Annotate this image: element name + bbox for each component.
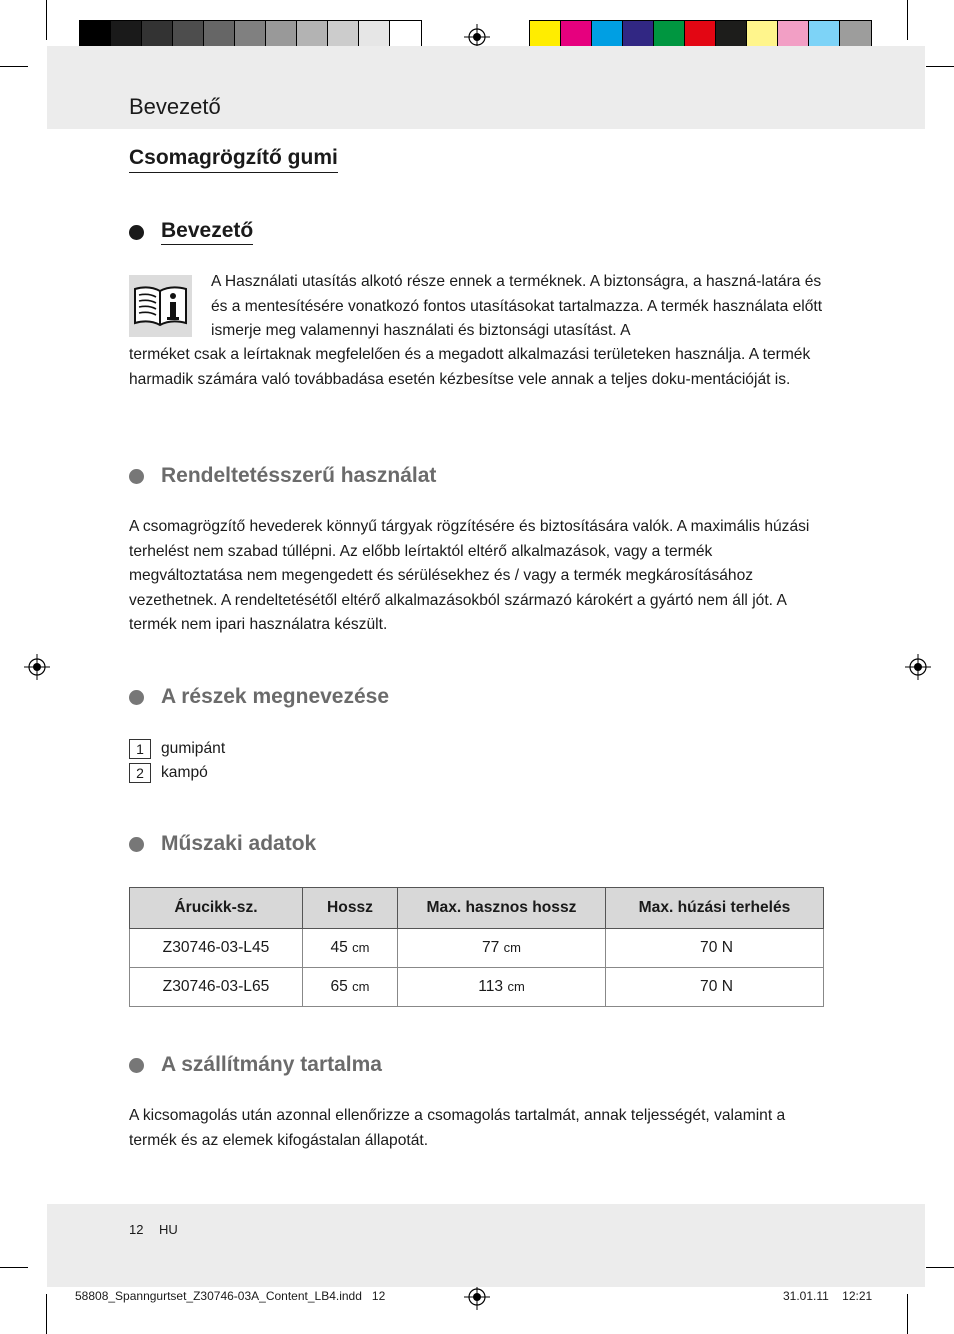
delivery-text: A kicsomagolás után azonnal ellenőrizze a csomagolás tartalmát, annak teljességét, valamint a termék és az elemek kifogástalan állapotát. — [129, 1107, 786, 1149]
table-row — [130, 968, 824, 1007]
table-header-row — [130, 888, 824, 929]
column-header: Max. húzási terhelés — [606, 888, 824, 929]
crop-mark — [926, 66, 954, 67]
column-header: Hossz — [303, 888, 398, 929]
document-title: Csomagrögzítő gumi — [129, 146, 338, 173]
usable-length-cell: 113 cm — [398, 968, 606, 1007]
crop-mark — [46, 1294, 47, 1334]
page-header-title: Bevezető — [129, 94, 221, 119]
registration-mark-icon — [464, 1284, 490, 1310]
section-heading-parts: A részek megnevezése — [129, 685, 389, 709]
length-cell: 65 cm — [303, 968, 398, 1007]
intro-text-top: A Használati utasítás alkotó része ennek a terméknek. A biztonságra, a haszná-latára és és a mentesítésére vonatkozó fontos utasításokat tartalmazza. A termék használata előtt ismerje meg valamennyi használati és biztonsági utasítást. A — [211, 273, 823, 339]
load-cell: 70 N — [606, 968, 824, 1007]
page-language: HU — [159, 1222, 178, 1237]
bullet-icon — [129, 690, 144, 705]
table-row — [130, 929, 824, 968]
load-cell: 70 N — [606, 929, 824, 968]
section-heading-intended-use: Rendeltetésszerű használat — [129, 464, 436, 488]
article-cell: Z30746-03-L45 — [130, 929, 303, 968]
crop-mark — [0, 66, 28, 67]
crop-mark — [907, 0, 908, 40]
bullet-icon — [129, 837, 144, 852]
parts-list — [129, 737, 225, 785]
crop-mark — [0, 1267, 28, 1268]
column-header: Max. hasznos hossz — [398, 888, 606, 929]
registration-mark-icon — [905, 654, 931, 680]
section-heading-specs: Műszaki adatok — [129, 832, 316, 856]
article-cell: Z30746-03-L65 — [130, 968, 303, 1007]
part-number: 1 — [129, 739, 151, 759]
section-heading-delivery: A szállítmány tartalma — [129, 1053, 382, 1077]
intro-text-rest: terméket csak a leírtaknak megfelelően és a megadott alkalmazási területeken használja. A termék harmadik számára való továbbadása esetén kézbesítse vele annak a teljes doku-mentációját is. — [129, 346, 811, 388]
list-item — [129, 761, 225, 785]
part-number: 2 — [129, 763, 151, 783]
bullet-icon — [129, 1058, 144, 1073]
part-label: kampó — [161, 764, 208, 781]
usable-length-cell: 77 cm — [398, 929, 606, 968]
page-number: 12 — [129, 1222, 144, 1237]
slug-filename: 58808_Spanngurtset_Z30746-03A_Content_LB4.indd 12 — [75, 1289, 386, 1303]
column-header: Árucikk-sz. — [130, 888, 303, 929]
section-heading-intro: Bevezető — [129, 219, 253, 245]
list-item — [129, 737, 225, 761]
slug-date: 31.01.11 12:21 — [783, 1289, 873, 1303]
length-cell: 45 cm — [303, 929, 398, 968]
registration-mark-icon — [24, 654, 50, 680]
crop-mark — [926, 1267, 954, 1268]
crop-mark — [907, 1294, 908, 1334]
part-label: gumipánt — [161, 740, 226, 757]
bullet-icon — [129, 469, 144, 484]
footer-band — [47, 1204, 925, 1287]
intended-use-text: A csomagrögzítő hevederek könnyű tárgyak rögzítésére és biztosítására valók. A maximális húzási terhelést nem szabad túllépni. Az előbb leírtaktól eltérő alkalmazások, vagy a termék megváltoztatása nem megengedett és sérülésekhez és / vagy a termék megkárosításához vezethetnek. A rendeltetésétől eltérő alkalmazásokból származó károkért a gyártó nem áll jót. A termék nem ipari használatra készült. — [129, 518, 810, 633]
specs-table — [129, 887, 824, 1007]
crop-mark — [46, 0, 47, 40]
info-book-icon — [129, 275, 192, 337]
bullet-icon — [129, 225, 144, 240]
